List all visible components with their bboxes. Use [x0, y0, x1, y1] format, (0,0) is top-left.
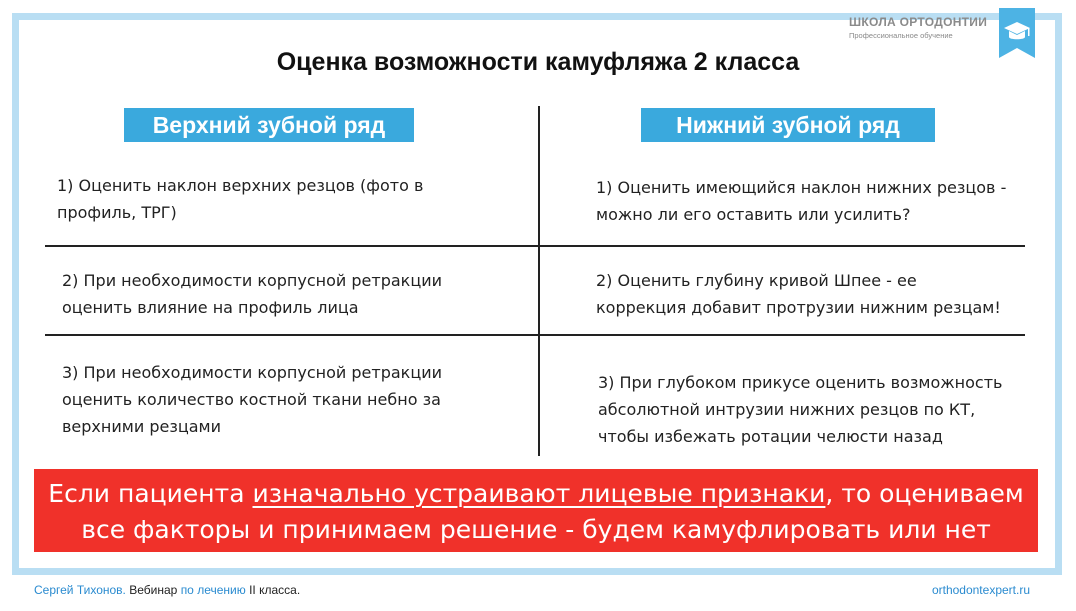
footer-credits	[34, 583, 300, 597]
author-name: Сергей Тихонов.	[34, 583, 126, 597]
upper-item-2	[62, 267, 442, 321]
text-line: профиль, ТРГ)	[57, 203, 177, 222]
upper-row-header: Верхний зубной ряд	[124, 108, 414, 142]
text-line: 2) При необходимости корпусной ретракции	[62, 271, 443, 290]
conclusion-banner	[34, 469, 1038, 552]
lower-row-header: Нижний зубной ряд	[641, 108, 935, 142]
class-label: II класса.	[249, 583, 301, 597]
webinar-label: Вебинар	[129, 583, 178, 597]
text-line: 1) Оценить наклон верхних резцов (фото в	[57, 176, 424, 195]
text-line: оценить количество костной ткани небно за	[62, 390, 441, 409]
lower-item-3	[598, 369, 1002, 450]
row-divider	[45, 245, 1025, 247]
banner-text: , то оцениваем	[825, 479, 1024, 508]
lower-item-1	[596, 174, 1006, 228]
banner-underlined-text: изначально устраивают лицевые признаки	[252, 479, 826, 508]
text-line: 1) Оценить имеющийся наклон нижних резцов -	[596, 178, 1007, 197]
upper-item-3	[62, 359, 442, 440]
banner-line-1	[34, 476, 1038, 512]
text-line: можно ли его оставить или усилить?	[596, 205, 911, 224]
text-line: 2) Оценить глубину кривой Шпее - ее	[596, 271, 917, 290]
column-divider	[538, 106, 540, 456]
upper-item-1	[57, 172, 423, 226]
text-line: коррекция добавит протрузии нижним резцам!	[596, 298, 1001, 317]
row-divider	[45, 334, 1025, 336]
logo-title: ШКОЛА ОРТОДОНТИИ	[849, 15, 988, 29]
text-line: чтобы избежать ротации челюсти назад	[598, 427, 943, 446]
lower-item-2	[596, 267, 1001, 321]
text-line: 3) При необходимости корпусной ретракции	[62, 363, 443, 382]
text-line: 3) При глубоком прикусе оценить возможность	[598, 373, 1003, 392]
banner-text: Если пациента	[48, 479, 253, 508]
text-line: абсолютной интрузии нижних резцов по КТ,	[598, 400, 976, 419]
site-link[interactable]: orthodontexpert.ru	[931, 583, 1030, 597]
school-logo	[849, 15, 999, 45]
banner-line-2: все факторы и принимаем решение - будем камуфлировать или нет	[81, 515, 991, 544]
text-line: верхними резцами	[62, 417, 221, 436]
page-title: Оценка возможности камуфляжа 2 класса	[276, 48, 800, 76]
logo-subtitle: Профессиональное обучение	[849, 31, 953, 40]
text-line: оценить влияние на профиль лица	[62, 298, 359, 317]
webinar-link[interactable]: по лечению	[180, 583, 246, 597]
